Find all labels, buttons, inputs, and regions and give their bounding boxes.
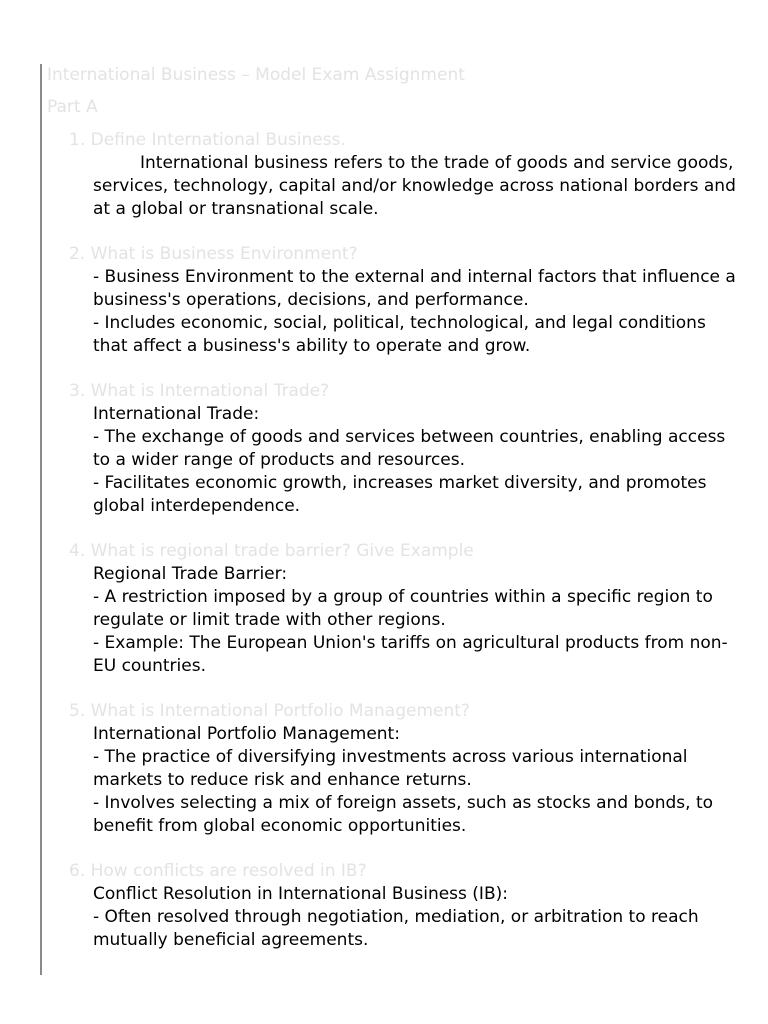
answer-line: - Often resolved through negotiation, mediation, or arbitration to reach mutually beneficial agreements. bbox=[93, 907, 699, 950]
question-title: 5. What is International Portfolio Management? bbox=[69, 701, 470, 721]
answer-line: International Portfolio Management: bbox=[93, 724, 400, 744]
answer-block bbox=[93, 723, 737, 838]
page-margin-rule bbox=[40, 64, 42, 975]
document-title: International Business – Model Exam Assignment bbox=[47, 65, 465, 85]
answer-line: Conflict Resolution in International Business (IB): bbox=[93, 884, 508, 904]
question-item bbox=[47, 129, 737, 221]
answer-line: - Facilitates economic growth, increases market diversity, and promotes global interdependence. bbox=[93, 473, 707, 516]
question-item bbox=[47, 700, 737, 838]
answer-line: International Trade: bbox=[93, 404, 260, 424]
question-title: 2. What is Business Environment? bbox=[69, 244, 358, 264]
question-item bbox=[47, 380, 737, 518]
question-item bbox=[47, 540, 737, 678]
answer-line: - A restriction imposed by a group of countries within a specific region to regulate or limit trade with other regions. bbox=[93, 587, 713, 630]
question-item bbox=[47, 243, 737, 358]
question-title: 6. How conflicts are resolved in IB? bbox=[69, 861, 367, 881]
question-title: 3. What is International Trade? bbox=[69, 381, 330, 401]
question-title: 1. Define International Business. bbox=[69, 130, 346, 150]
answer-line: - Involves selecting a mix of foreign assets, such as stocks and bonds, to benefit from global economic opportunities. bbox=[93, 793, 714, 836]
answer-block bbox=[93, 563, 737, 678]
document-page bbox=[47, 64, 737, 974]
question-list bbox=[47, 129, 737, 952]
answer-block bbox=[93, 152, 737, 221]
answer-line: - Business Environment to the external and internal factors that influence a business's operations, decisions, and performance. bbox=[93, 267, 736, 310]
answer-line: International business refers to the trade of goods and service goods, services, technology, capital and/or knowledge across national borders and at a global or transnational scale. bbox=[93, 153, 736, 219]
answer-block bbox=[93, 403, 737, 518]
answer-line: - The practice of diversifying investments across various international markets to reduce risk and enhance returns. bbox=[93, 747, 688, 790]
question-item bbox=[47, 860, 737, 952]
answer-line: - The exchange of goods and services between countries, enabling access to a wider range of products and resources. bbox=[93, 427, 726, 470]
section-heading: Part A bbox=[47, 97, 98, 117]
answer-line: - Example: The European Union's tariffs on agricultural products from non-EU countries. bbox=[93, 633, 728, 676]
answer-line: - Includes economic, social, political, technological, and legal conditions that affect a business's ability to operate and grow. bbox=[93, 313, 706, 356]
answer-line: Regional Trade Barrier: bbox=[93, 564, 288, 584]
answer-block bbox=[93, 883, 737, 952]
question-title: 4. What is regional trade barrier? Give Example bbox=[69, 541, 474, 561]
answer-block bbox=[93, 266, 737, 358]
